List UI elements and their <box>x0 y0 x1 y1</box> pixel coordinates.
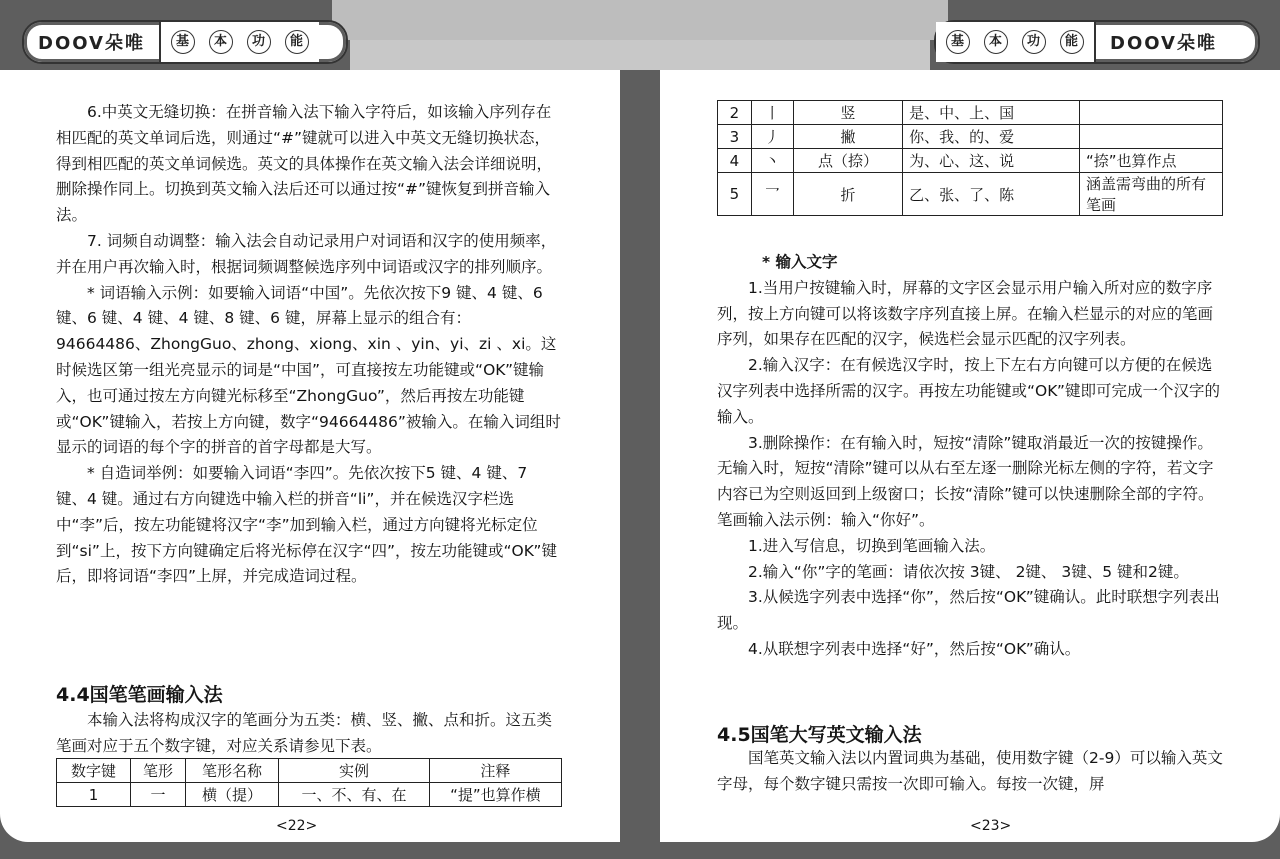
table-cell: 涵盖需弯曲的所有笔画 <box>1080 173 1223 216</box>
table-cell: 一 <box>131 783 186 807</box>
paragraph: 3.从候选字列表中选择“你”，然后按“OK”键确认。此时联想字列表出现。 <box>717 588 1220 633</box>
section-char: 功 <box>1022 30 1046 54</box>
section-tag <box>936 22 1096 62</box>
table-cell: 你、我、的、爱 <box>903 125 1080 149</box>
section-char: 本 <box>984 30 1008 54</box>
table-row <box>718 173 1223 216</box>
table-cell: 丶 <box>751 149 793 173</box>
table-row <box>57 783 562 807</box>
paragraph: 2.输入汉字：在有候选汉字时，按上下左右方向键可以方便的在候选汉字列表中选择所需的汉字。再按左功能键或“OK”键即可完成一个汉字的输入。 <box>717 356 1220 426</box>
stroke-table-continued <box>717 100 1223 216</box>
right-body-text <box>717 250 1223 663</box>
table-row <box>718 101 1223 125</box>
table-cell: “捺”也算作点 <box>1080 149 1223 173</box>
paragraph: 7. 词频自动调整：输入法会自动记录用户对词语和汉字的使用频率，并在用户再次输入时，根据词频调整候选序列中词语或汉字的排列顺序。 <box>56 231 557 276</box>
paragraph: 1.进入写信息，切换到笔画输入法。 <box>748 536 996 555</box>
table-cell: 为、心、这、说 <box>903 149 1080 173</box>
table-cell: 2 <box>718 101 752 125</box>
table-header: 注释 <box>429 759 561 783</box>
section-tag <box>159 22 319 62</box>
table-cell: 点（捺） <box>793 149 902 173</box>
paragraph: 本输入法将构成汉字的笔画分为五类：横、竖、撇、点和折。这五类笔画对应于五个数字键，对应关系请参见下表。 <box>56 711 553 755</box>
stroke-table-head <box>56 758 562 807</box>
table-cell: 4 <box>718 149 752 173</box>
section-title: 4.5国笔大写英文输入法 <box>717 724 922 746</box>
header-gap-lower <box>350 40 930 70</box>
subheading: * 输入文字 <box>762 253 838 271</box>
table-row <box>718 149 1223 173</box>
table-header: 笔形名称 <box>185 759 278 783</box>
table-cell: 折 <box>793 173 902 216</box>
table-cell: 一、不、有、在 <box>279 783 430 807</box>
table-header: 数字键 <box>57 759 131 783</box>
table-cell: 丨 <box>751 101 793 125</box>
table-cell <box>1080 125 1223 149</box>
left-body-text <box>56 100 562 590</box>
paragraph: * 自造词举例：如要输入词语“李四”。先依次按下5 键、4 键、7 键、4 键。通过右方向键选中输入栏的拼音“li”，并在候选汉字栏选中“李”后，按左功能键将汉字“李”加到输入栏，通过方向键将光标定位到“si”上，按下方向键确定后将光标停在汉字“四”，按左功能键或“OK”键后，即将词语“李四”上屏，并完成造词过程。 <box>56 464 557 586</box>
table-cell: 竖 <box>793 101 902 125</box>
table-cell: 3 <box>718 125 752 149</box>
section-intro <box>56 708 562 760</box>
paragraph: 国笔英文输入法以内置词典为基础，使用数字键（2-9）可以输入英文字母，每个数字键只需按一次即可输入。每按一次键，屏 <box>717 749 1223 793</box>
table-cell: 撇 <box>793 125 902 149</box>
paragraph: * 词语输入示例：如要输入词语“中国”。先依次按下9 键、4 键、6 键、6 键、4 键、4 键、8 键、6 键，屏幕上显示的组合有：94664486、ZhongGuo、zhong、xiong、xin 、yin、yi、zi 、xi。这时候选区第一组光亮显示的词是“中国”，可直接按左功能键或“OK”键输入，也可通过按左方向键光标移至“ZhongGuo”，然后再按左功能键或“OK”键输入，若按上方向键，数字“94664486”被输入。在输入词组时显示的词语的每个字的拼音的首字母都是大写。 <box>56 283 561 457</box>
table-cell: 乙、张、了、陈 <box>903 173 1080 216</box>
table-cell: 5 <box>718 173 752 216</box>
table-cell: 是、中、上、国 <box>903 101 1080 125</box>
section-char: 基 <box>171 30 195 54</box>
table-cell: 丿 <box>751 125 793 149</box>
paragraph: 2.输入“你”字的笔画：请依次按 3键、 2键、 3键、5 键和2键。 <box>748 562 1189 581</box>
table-header: 实例 <box>279 759 430 783</box>
page-number: <22> <box>276 818 318 834</box>
section-intro <box>717 746 1223 798</box>
section-char: 基 <box>946 30 970 54</box>
section-title: 4.4国笔笔画输入法 <box>56 684 223 706</box>
table-cell: 横（提） <box>185 783 278 807</box>
paragraph: 1.当用户按键输入时，屏幕的文字区会显示用户输入所对应的数字序列，按上方向键可以将该数字序列直接上屏。在输入栏显示的对应的笔画序列，如果存在匹配的汉字，候选栏会显示匹配的汉字列表。 <box>717 278 1214 349</box>
section-char: 能 <box>285 30 309 54</box>
paragraph: 4.从联想字列表中选择“好”，然后按“OK”确认。 <box>748 639 1081 658</box>
table-cell: 乛 <box>751 173 793 216</box>
section-char: 本 <box>209 30 233 54</box>
right-brand-badge <box>934 20 1260 64</box>
table-cell: 1 <box>57 783 131 807</box>
page-number: <23> <box>970 818 1012 834</box>
table-row <box>718 125 1223 149</box>
brand-logo: DOOV朵唯 <box>38 33 145 54</box>
table-cell <box>1080 101 1223 125</box>
left-brand-badge <box>22 20 348 64</box>
section-char: 功 <box>247 30 271 54</box>
paragraph: 3.删除操作：在有输入时，短按“清除”键取消最近一次的按键操作。无输入时，短按“清除”键可以从右至左逐一删除光标左侧的字符，若文字内容已为空则返回到上级窗口；长按“清除”键可以快速删除全部的字符。 笔画输入法示例：输入“你好”。 <box>717 433 1222 529</box>
paragraph: 6.中英文无缝切换：在拼音输入法下输入字符后，如该输入序列存在相匹配的英文单词后选，则通过“#”键就可以进入中英文无缝切换状态，得到相匹配的英文单词候选。英文的具体操作在英文输入法会详细说明，删除操作同上。切换到英文输入法后还可以通过按“#”键恢复到拼音输入法。 <box>56 103 553 225</box>
brand-logo: DOOV朵唯 <box>1110 33 1217 54</box>
table-header: 笔形 <box>131 759 186 783</box>
header-gap <box>332 0 948 40</box>
section-char: 能 <box>1060 30 1084 54</box>
table-cell: “提”也算作横 <box>429 783 561 807</box>
